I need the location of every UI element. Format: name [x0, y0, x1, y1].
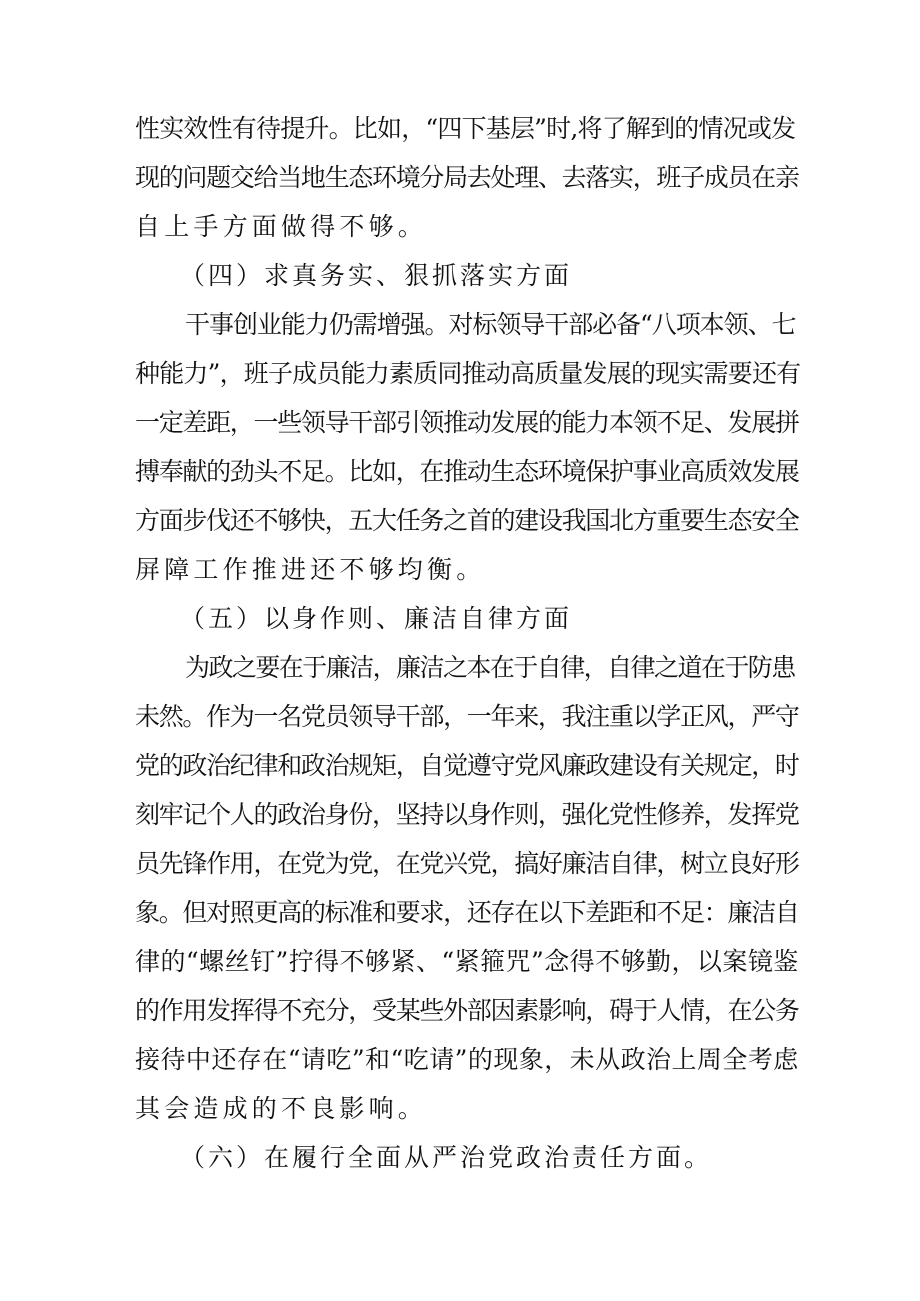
- paragraph-line: 律的“螺丝钉”拧得不够紧、“紧箍咒”念得不够勤，以案镜鉴: [135, 947, 799, 976]
- paragraph-line: 的作用发挥得不充分，受某些外部因素影响，碍于人情，在公务: [135, 996, 799, 1025]
- paragraph-line: 搏奉献的劲头不足。比如，在推动生态环境保护事业高质效发展: [135, 457, 799, 486]
- section-4-heading: （四）求真务实、狠抓落实方面: [180, 261, 573, 290]
- section-5-heading: （五）以身作则、廉洁自律方面: [180, 604, 573, 633]
- paragraph-line: 现的问题交给当地生态环境分局去处理、去落实，班子成员在亲: [135, 163, 799, 192]
- paragraph-line: 干事创业能力仍需增强。对标领导干部必备“八项本领、七: [185, 310, 796, 339]
- section-6-heading: （六）在履行全面从严治党政治责任方面。: [180, 1143, 713, 1172]
- paragraph-line: 未然。作为一名党员领导干部，一年来，我注重以学正风，严守: [135, 702, 799, 731]
- paragraph-line: 性实效性有待提升。比如，“四下基层”时,将了解到的情况或发: [135, 114, 796, 143]
- paragraph-line: 一定差距，一些领导干部引领推动发展的能力本领不足、发展拼: [135, 408, 799, 437]
- paragraph-line: 种能力”，班子成员能力素质同推动高质量发展的现实需要还有: [135, 359, 801, 388]
- paragraph-line: 党的政治纪律和政治规矩，自觉遵守党风廉政建设有关规定，时: [135, 751, 799, 780]
- paragraph-line: 方面步伐还不够快，五大任务之首的建设我国北方重要生态安全: [135, 506, 799, 535]
- paragraph-line: 接待中还存在“请吃”和“吃请”的现象，未从政治上周全考虑: [135, 1045, 799, 1074]
- paragraph-line: 屏障工作推进还不够均衡。: [135, 555, 486, 584]
- paragraph-line: 员先锋作用，在党为党，在党兴党，搞好廉洁自律，树立良好形: [135, 849, 799, 878]
- paragraph-line: 刻牢记个人的政治身份，坚持以身作则，强化党性修养，发挥党: [135, 800, 799, 829]
- paragraph-line: 自上手方面做得不够。: [135, 212, 428, 241]
- paragraph-line: 其会造成的不良影响。: [135, 1094, 428, 1123]
- paragraph-line: 为政之要在于廉洁，廉洁之本在于自律，自律之道在于防患: [185, 653, 795, 682]
- paragraph-line: 象。但对照更高的标准和要求，还存在以下差距和不足：廉洁自: [135, 898, 799, 927]
